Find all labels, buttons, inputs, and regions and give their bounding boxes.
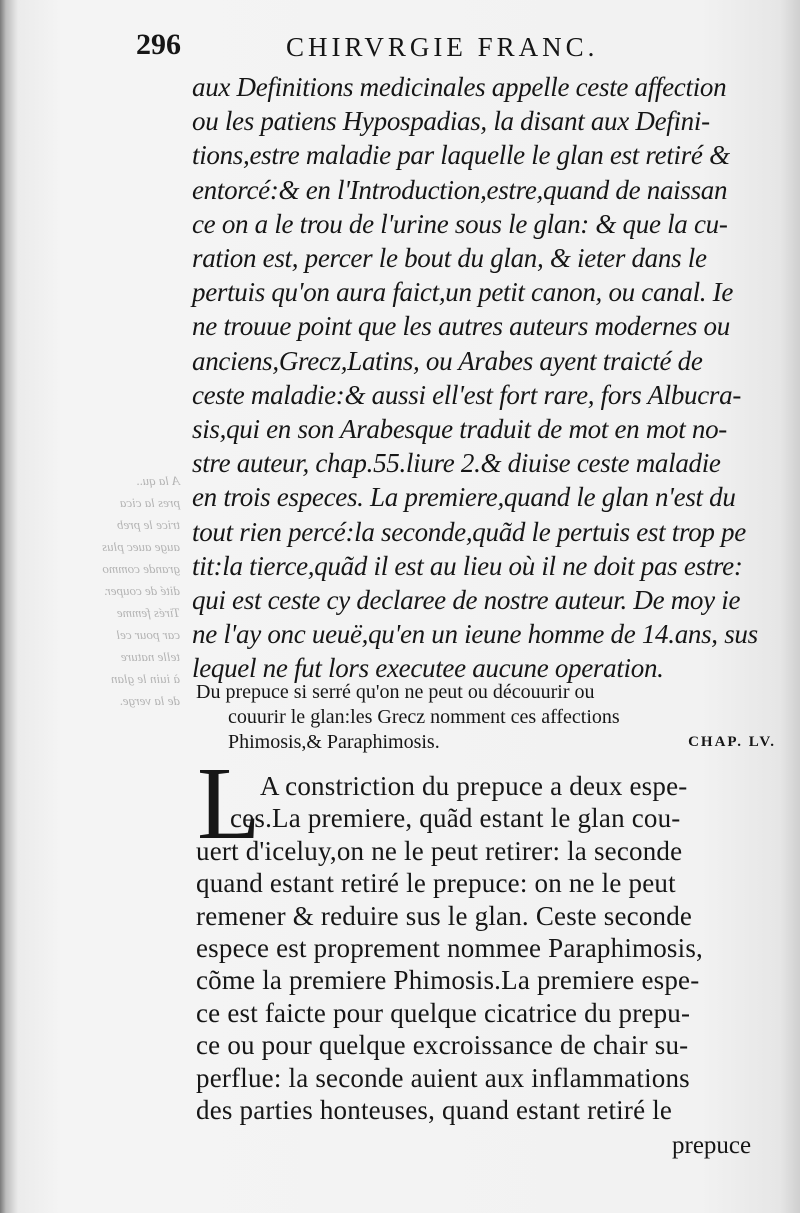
show-through-line: à iuin le glan [111,671,180,686]
show-through-line: dité de couper. [103,583,180,598]
commentary-italic-text [192,70,772,686]
text-line: en trois especes. La premiere,quand le glan n'est du [192,482,736,513]
text-line: qui est ceste cy declaree de nostre auteur. De moy ie [192,585,741,616]
show-through-line: de la verge. [119,693,180,708]
text-line: sis,qui en son Arabesque traduit de mot en mot no- [192,414,727,445]
show-through-line: auge auec plus [102,539,180,554]
text-line: espece est proprement nommee Paraphimosis, [196,933,704,964]
text-line: tions,estre maladie par laquelle le glan est retiré & [192,140,730,171]
page-header [136,28,776,68]
text-line: entorcé:& en l'Introduction,estre,quand de naissan [192,174,728,205]
page-number: 296 [136,28,181,61]
show-through-line: car pour cel [116,627,180,642]
text-line: ce est faicte pour quelque cicatrice du prepu- [196,997,691,1028]
chapter-title [196,680,776,755]
show-through-margin-notes [30,470,180,712]
chapter-title-line: couurir le glan:les Grecz nomment ces affections [228,706,620,728]
text-line: tit:la tierce,quãd il est au lieu où il ne doit pas estre: [192,550,743,581]
text-line: ceste maladie:& aussi ell'est fort rare, fors Albucra- [192,379,742,410]
chapter-body-text [196,770,776,1126]
text-line: ne l'ay onc ueuë,qu'en un ieune homme de 14.ans, sus [192,619,758,650]
text-line: ce ou pour quelque excroissance de chair su- [196,1030,689,1061]
catchword: prepuce [672,1132,752,1159]
text-line: ration est, percer le bout du glan, & ieter dans le [192,243,707,274]
text-line: anciens,Grecz,Latins, ou Arabes ayent traicté de [192,345,703,376]
show-through-line: telle nature [120,649,180,664]
text-line: uert d'iceluy,on ne le peut retirer: la seconde [196,835,683,866]
text-line: perflue: la seconde auient aux inflammations [196,1062,690,1093]
drop-cap: L [197,746,261,861]
text-line: ces.La premiere, quãd estant le glan cou- [230,803,681,834]
text-line: A constriction du prepuce a deux espe- [260,771,688,801]
text-line: ne trouue point que les autres auteurs modernes ou [192,311,730,342]
show-through-line: trice le preb [116,517,180,532]
show-through-line: A la qu.. [136,473,180,488]
chapter-title-line: Du prepuce si serré qu'on ne peut ou découurir ou [196,681,595,703]
text-line: ce on a le trou de l'urine sous le glan: & que la cu- [192,208,728,239]
text-line: tout rien percé:la seconde,quãd le pertuis est trop pe [192,516,746,547]
show-through-line: grande commo [102,561,180,576]
text-line: stre auteur, chap.55.liure 2.& diuise ceste maladie [192,448,721,479]
text-line: cõme la premiere Phimosis.La premiere espe- [196,965,700,996]
chapter-title-line: Phimosis,& Paraphimosis. [228,731,440,753]
show-through-line: pres la cica [119,495,180,510]
show-through-line: Tirés femme [116,605,180,620]
text-line: ou les patiens Hypospadias, la disant aux Defini- [192,106,710,137]
text-line: lequel ne fut lors executee aucune operation. [192,653,664,684]
text-line: aux Definitions medicinales appelle ceste affection [192,72,727,102]
text-line: pertuis qu'on aura faict,un petit canon, ou canal. Ie [192,277,734,308]
text-line: quand estant retiré le prepuce: on ne le peut [196,868,676,899]
text-line: remener & reduire sus le glan. Ceste seconde [196,900,693,931]
text-line: des parties honteuses, quand estant retiré le [196,1095,673,1126]
chapter-label: CHAP. LV. [688,734,776,750]
running-head: CHIRVRGIE FRANC. [286,32,599,62]
